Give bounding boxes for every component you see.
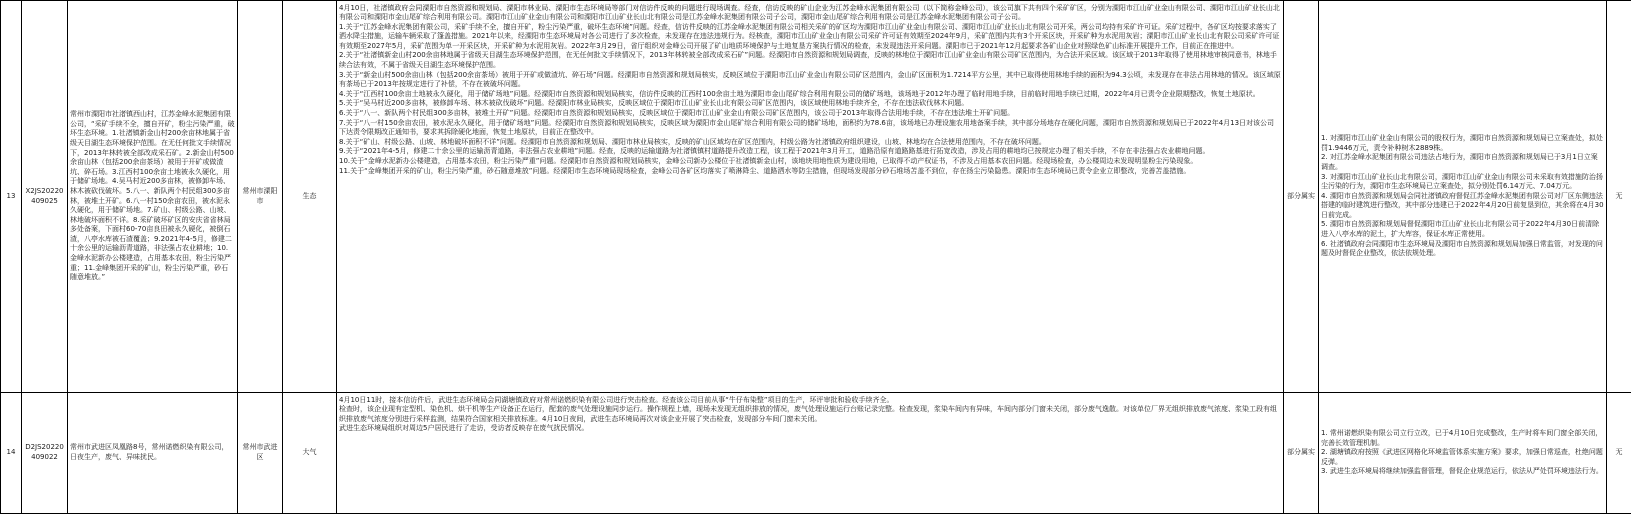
handling-measures: [1319, 1, 1607, 393]
handling-block: [1321, 134, 1604, 259]
handling-item: 4. 溧阳市自然资源和规划局会同社渚镇政府督促江苏金峰水泥集团有限公司对厂区东侧违法搭建的临时建筑进行整改，其中部分违建已于2022年4月20日前复垦到位，其余将在4月30日前完成。: [1321, 192, 1604, 221]
findings-paragraph: 10.关于“金峰水泥新办公楼建造，占用基本农田，粉尘污染严重”问题。经溧阳市自然资源和规划局核实，金峰公司新办公楼位于社渚镇新金山村，该地块用地性质为建设用地，已取得不动产权证书，不涉及占用基本农田问题。经现场检查，办公楼周边未发现明显粉尘污染现象。: [339, 157, 1281, 167]
findings-paragraph: 8.关于“矿山、村级公路、山坡、林地破坏面积不详”问题。经溧阳市自然资源和规划局、溧阳市林业局核实，反映的矿山区域均在矿区范围内，村级公路为社渚镇政府组织建设，山坡、林地均在合法使用范围内，不存在破坏问题。: [339, 138, 1281, 148]
findings-block: [339, 396, 1281, 511]
issue-description: [68, 1, 238, 393]
issue-description: [68, 393, 238, 514]
handling-item: 5. 溧阳市自然资源和规划局督促溧阳市江山矿业长山北有限公司于2022年4月30日前清除进入八亭水库的泥土，扩大库容，保证水库正常使用。: [1321, 220, 1604, 239]
case-code: D2JS20220409022: [22, 393, 68, 514]
findings-paragraph: 9.关于“2021年4-5月，修建二十余公里的运输沥青道路，非法强占农业耕地”问题。经查，反映的运输道路为社渚镇镇村道路提升改造工程，该工程于2021年3月开工，道路沿原有道路路基进行拓宽改造，涉及占用的耕地均已按规定办理了相关手续，不存在非法强占农业耕地问题。: [339, 147, 1281, 157]
findings-block: [339, 4, 1281, 390]
investigation-findings: [337, 1, 1284, 393]
findings-paragraph: 4月10日11时，接本信访件后，武进生态环境局会同湖塘镇政府对常州诺燃织染有限公司进行突击检查。经查该公司目前从事“牛仔布染整”项目的生产，环评审批和验收手续齐全。: [339, 396, 1281, 406]
findings-paragraph: 武进生态环境局组织对周边5户居民进行了走访，受访者反映存在废气扰民情况。: [339, 424, 1281, 434]
findings-paragraph: 检查时，该企业现有定型机、染色机、烘干机等生产设备正在运行，配套的废气处理设施同步运行。操作规程上墙，现场未发现无组织排放的情况，废气处理设施运行台账记录完整。检查发现，浆染车间内有异味，车间内部分门窗未关闭，部分废气逸散。对该单位厂界无组织排放废气浓度、浆染工段有组织排放废气浓度分别进行采样监测，结果符合国家相关排放标准。4月10日夜间，武进生态环境局再次对该企业开展了突击检查，发现部分车间门窗未关闭。: [339, 405, 1281, 424]
handling-item: 6. 社渚镇政府会同溧阳市生态环境局及溧阳市自然资源和规划局加强日常监管，对发现的问题及时督促企业整改，依法依规处理。: [1321, 240, 1604, 259]
issue-text: 常州市溧阳市社渚镇西山村，江苏金峰水泥集团有限公司，“采矿手续不全，擅自开矿，粉尘污染严重，破坏生态环境。1.社渚镇新金山村200余亩林地属于省级天目湖生态环境保护范围。在无任何批文手续情况下，2013年林转被全部改成采石矿。2.新金山村500余亩山林（包括200余亩茶场）被用于开矿或做渣坑、碎石场。3.江西村100余亩土地被永久硬化，用于储矿场地。4.吴马村近200多亩林，被修卸车场、林木被砍伐破坏。5.八一、新队两个村民组300多亩林，被堆土开矿。6.八一村150余亩农田，被水泥永久硬化，用于储矿场地。7.矿山、村级公路、山坡、林地破坏面积不详。8.采矿破坏矿区的安庆省省林局多处备案，下面村60-70亩良田被永久硬化，被倒石渣，八亭水库被石渣覆盖；9.2021年4-5月，修建二十余公里的运输沥青道路，非法强占农业耕地；10.金峰水泥新办公楼建造，占用基本农田，粉尘污染严重；11.金峰集团开采的矿山，粉尘污染严重，砂石随意堆放。”: [70, 110, 235, 283]
findings-paragraph: 6.关于“八一、新队两个村民组300多亩林，被堆土开矿”问题。经溧阳市自然资源和规划局核实，反映区域位于溧阳市江山矿业金山有限公司矿区范围内，该公司于2013年取得合法用地手续，不存在违法堆土开矿问题。: [339, 109, 1281, 119]
district: 常州市溧阳市: [238, 1, 283, 393]
findings-paragraph: 3.关于“新金山村500余亩山林（包括200余亩茶场）被用于开矿或做渣坑、碎石场”问题。经溧阳市自然资源和规划局核实，反映区域位于溧阳市江山矿业金山有限公司矿区范围内，金山矿区面积为1.7214平方公里，其中已取得使用林地手续的面积为94.3公顷，未发现存在非法占用林地的情况。该区域原有茶场已于2013年按规定进行了补偿，不存在被破坏问题。: [339, 71, 1281, 90]
handling-item: 2. 对江苏金峰水泥集团有限公司违法占地行为，溧阳市自然资源和规划局已于3月1日立案调查。: [1321, 153, 1604, 172]
verdict: 部分属实: [1284, 1, 1319, 393]
case-code: X2JS20220409025: [22, 1, 68, 393]
district: 常州市武进区: [238, 393, 283, 514]
handling-item: 1. 对溧阳市江山矿业金山有限公司的股权行为，溧阳市自然资源和规划局已立案查处，拟处罚1.9446万元，责令补种树木2889株。: [1321, 134, 1604, 153]
findings-paragraph: 1.关于“江苏金峰水泥集团有限公司，采矿手续不全，擅自开矿，粉尘污染严重，破坏生态环境”问题。经查，信访件反映的江苏金峰水泥集团有限公司相关采矿的矿区均为溧阳市江山矿业金山有限公司、溧阳市江山矿业长山北有限公司开采，两公司均持有采矿许可证。采矿过程中，各矿区均按要求落实了洒水降尘措施，运输车辆采取了篷盖措施。2021年以来，经溧阳市生态环境局对各公司进行了多次检查，未发现存在违法违规行为。经核查，溧阳市江山矿业金山有限公司采矿许可证有效期至2024年9月，采矿范围内共有3个开采区块，开采矿种为水泥用灰岩；溧阳市江山矿业长山北有限公司采矿许可证有效期至2027年5月，采矿范围为单一开采区块，开采矿种为水泥用灰岩。2022年3月29日，省厅组织对金峰公司开展了矿山地质环境保护与土地复垦方案执行情况的检查，未发现违法开采问题。溧阳市已于2021年12月起要求各矿山企业对照绿色矿山标准开展提升工作，目前正在推进中。: [339, 23, 1281, 52]
verdict: 部分属实: [1284, 393, 1319, 514]
pollution-category: 大气: [283, 393, 337, 514]
findings-paragraph: 4.关于“江西村100余亩土地被永久硬化，用于储矿场地”问题。经溧阳市自然资源和规划局核实，信访件反映的江西村100余亩土地为溧阳市金山尾矿综合利用有限公司的储矿场地，该场地于2012年办理了临时用地手续，目前临时用地手续已过期，2022年4月已责令企业限期整改，恢复土地原状。: [339, 90, 1281, 100]
findings-paragraph: 2.关于“社渚镇新金山村200余亩林地属于省级天目湖生态环境保护范围，在无任何批文手续情况下，2013年林转被全部改成采石矿”问题。经溧阳市自然资源和规划局调查，反映的林地位于溧阳市江山矿业金山有限公司矿区范围内，为合法开采区域。该区域于2013年取得了使用林地审核同意书，林地手续合法有效，不属于省级天目湖生态环境保护范围。: [339, 51, 1281, 70]
handling-block: [1321, 429, 1604, 477]
findings-paragraph: 11.关于“金峰集团开采的矿山，粉尘污染严重，砂石随意堆放”问题。经溧阳市生态环境局现场检查，金峰公司各矿区均落实了喷淋降尘、道路洒水等防尘措施，但现场发现部分砂石堆场苫盖不到位，存在扬尘污染隐患。溧阳市生态环境局已责令企业立即整改，完善苫盖措施。: [339, 167, 1281, 177]
investigation-findings: [337, 393, 1284, 514]
issue-text: 常州市武进区凤凰路8号，常州诺燃织染有限公司，日夜生产，废气、异味扰民。: [70, 443, 235, 462]
accountability: 无: [1607, 1, 1631, 393]
findings-paragraph: 4月10日，社渚镇政府会同溧阳市自然资源和规划局、溧阳市林业局、溧阳市生态环境局等部门对信访件反映的问题进行现场调查。经查，信访反映的矿山企业为江苏金峰水泥集团有限公司（以下简称金峰公司），该公司旗下共有四个采矿矿区，分别为溧阳市江山矿业金山有限公司、溧阳市江山矿业长山北有限公司和溧阳市金山尾矿综合利用有限公司。溧阳市江山矿业金山有限公司和溧阳市江山矿业长山北有限公司是江苏金峰水泥集团有限公司子公司，溧阳市金山尾矿综合利用有限公司是江苏金峰水泥集团有限公司子公司。: [339, 4, 1281, 23]
table-row: [1, 1, 1631, 393]
handling-item: 2. 湖塘镇政府按照《武进区网格化环境监管体系实施方案》要求，加强日常巡查，杜绝问题反弹。: [1321, 448, 1604, 467]
findings-paragraph: 5.关于“吴马村近200多亩林，被修卸车场、林木被砍伐破坏”问题。经溧阳市林业局核实，反映区域位于溧阳市江山矿业长山北有限公司矿区范围内，该区域使用林地手续齐全，不存在违法砍伐林木问题。: [339, 99, 1281, 109]
handling-item: 3. 武进生态环境局将继续加强监督管理，督促企业规范运行，依法从严处罚环境违法行为。: [1321, 467, 1604, 477]
row-number: 13: [1, 1, 22, 393]
table-row: [1, 393, 1631, 514]
handling-measures: [1319, 393, 1607, 514]
accountability: 无: [1607, 393, 1631, 514]
pollution-category: 生态: [283, 1, 337, 393]
handling-item: 3. 对溧阳市江山矿业长山北有限公司，溧阳市江山矿业金山有限公司未采取有效措施防治扬尘污染的行为，溧阳市生态环境局已立案查处，拟分别处罚6.14万元、7.04万元。: [1321, 173, 1604, 192]
handling-item: 1. 常州诺燃织染有限公司立行立改，已于4月10日完成整改，生产时将车间门窗全部关闭，完善长效管理机制。: [1321, 429, 1604, 448]
findings-paragraph: 7.关于“八一村150余亩农田，被水泥永久硬化，用于储矿场地”问题。经溧阳市自然资源和规划局核实，反映区域为溧阳市金山尾矿综合利用有限公司的储矿场地，面积约为78.6亩，该场地已办理设施农用地备案手续，其中部分场地存在硬化问题，溧阳市自然资源和规划局已于2022年4月13日对该公司下达责令限期改正通知书，要求其拆除硬化地面，恢复土地原状，目前正在整改中。: [339, 119, 1281, 138]
row-number: 14: [1, 393, 22, 514]
